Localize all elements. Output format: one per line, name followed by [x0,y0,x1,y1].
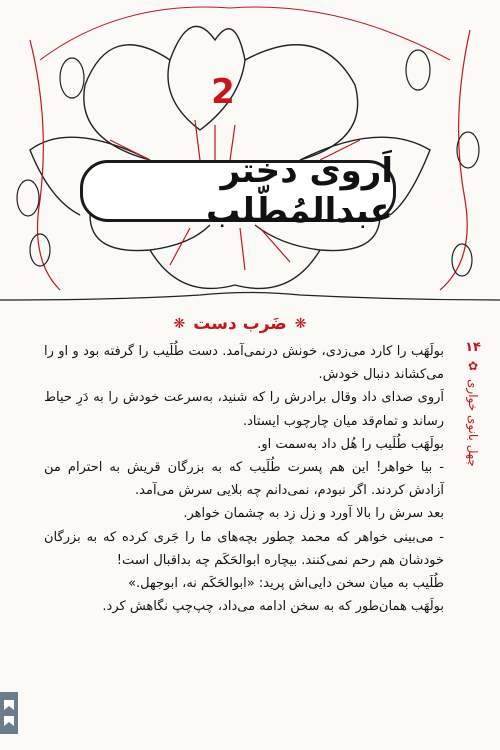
paragraph: اَروی صدای داد وقال برادرش را که شنید، به‌سرعت خودش را به دَرِ حیاط رساند و تمام‌قد میان چارچوب ایستاد. [44,390,444,429]
body-text [44,340,444,618]
bud-right-middle [457,132,479,168]
vine-left [30,40,60,290]
paragraph: بعد سرش را بالا آورد و زل زد به چشمان خواهر. [183,506,444,522]
star-ornament-icon: ❋ [173,316,186,332]
bud-left-middle [17,180,39,216]
chapter-number: 2 [211,72,235,112]
paragraph: بولَهَب را کارد می‌زدی، خونش درنمی‌آمد. دست طُلَیب را گرفته بود و او را می‌کشاند دنبال خودش. [44,344,444,383]
bud-right-top [406,50,430,90]
paragraph: - بیا خواهر! این هم پسرت طُلَیب که به بزرگان قریش به احترام من آزادش کردند. اگر نبودم، نمی‌دانم چه بلایی سرش می‌آمد. [44,460,444,499]
page-number: ۱۴ [465,340,481,355]
paragraph: بولَهَب همان‌طور که به سخن ادامه می‌داد، چپ‌چپ نگاهش کرد. [102,599,444,615]
flower-ornament-icon: ✿ [467,359,479,373]
flower-petal-left [84,45,170,160]
section-header [140,312,340,336]
chapter-title-box [80,151,396,231]
section-title: ضَرب دست [193,314,287,334]
paragraph: - می‌بینی خواهر که محمد چطور بچه‌های ما را جَری کرده که به بزرگان خودشان هم رحم نمی‌کنند. بیچاره ابوالحَکَم چه بداقبال است! [44,529,444,568]
paragraph: بولَهَب طُلَیب را هُل داد به‌سمت او. [257,436,444,452]
book-title: چهل بانوی خواری [466,379,480,467]
paragraph: طُلَیب به میان سخن دایی‌اش پرید: «ابوالحَکَم نه، ابوجهل.» [128,576,444,592]
bud-right-bottom [452,244,472,276]
star-ornament-icon: ❋ [294,316,307,332]
publisher-logo-icon [0,692,18,734]
flower-vein [170,228,290,270]
chapter-title: اَروی دختر عبدالمُطّلب [206,151,393,231]
top-arch [40,7,450,60]
side-strip [458,340,488,490]
bud-left-top [60,58,84,98]
flower-petal-right [245,45,358,160]
separator-curve [0,293,500,301]
vine-right [440,30,470,290]
